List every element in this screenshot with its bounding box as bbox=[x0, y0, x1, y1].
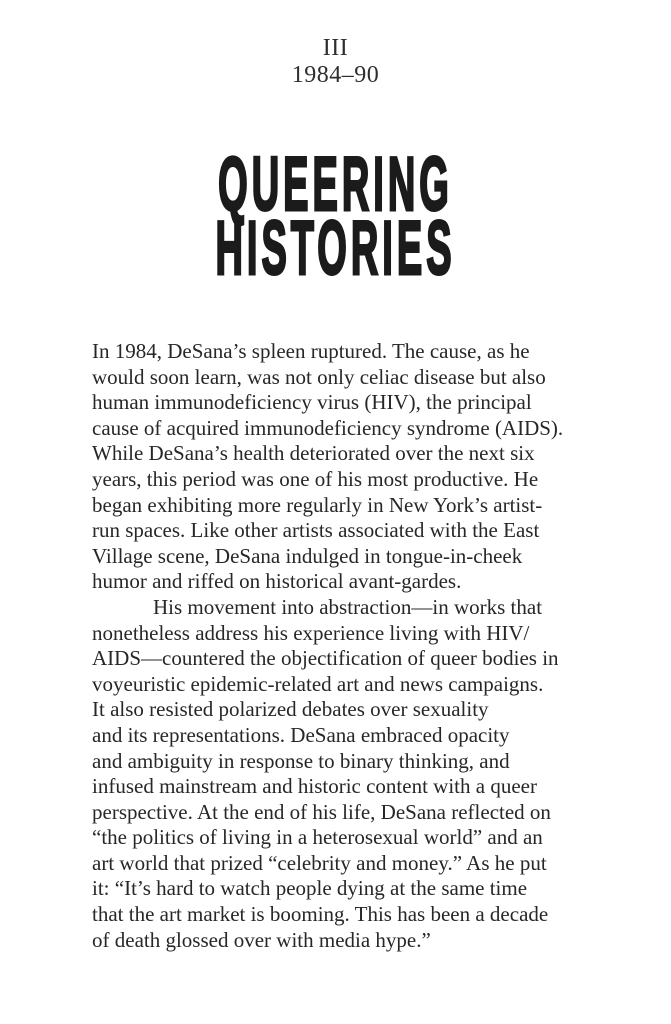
body-line: infused mainstream and historic content with a queer bbox=[92, 774, 537, 799]
body-line: and ambiguity in response to binary thinking, and bbox=[92, 748, 510, 773]
body-line: voyeuristic epidemic-related art and news campaigns. bbox=[92, 671, 544, 696]
body-line: perspective. At the end of his life, DeSana reflected on bbox=[92, 799, 551, 824]
body-line: cause of acquired immunodeficiency syndrome (AIDS). bbox=[92, 415, 564, 440]
body-line: It also resisted polarized debates over sexuality bbox=[92, 697, 489, 722]
body-line: years, this period was one of his most productive. He bbox=[92, 466, 539, 491]
body-line: “the politics of living in a heterosexual world” and an bbox=[92, 825, 543, 850]
body-line: nonetheless address his experience living with HIV/ bbox=[92, 620, 530, 645]
body-line: In 1984, DeSana’s spleen ruptured. The cause, as he bbox=[92, 339, 530, 363]
chapter-years: 1984–90 bbox=[291, 62, 380, 88]
body-line: it: “It’s hard to watch people dying at the same time bbox=[92, 876, 528, 901]
chapter-title-line-1: QUEERING bbox=[218, 142, 453, 227]
body-line: While DeSana’s health deteriorated over the next six bbox=[92, 441, 535, 466]
chapter-title bbox=[0, 142, 671, 291]
body-line: began exhibiting more regularly in New York’s artist- bbox=[92, 492, 543, 517]
chapter-header bbox=[0, 0, 671, 89]
body-line: humor and riffed on historical avant-gardes. bbox=[92, 569, 462, 594]
body-line: His movement into abstraction—in works that bbox=[153, 594, 543, 619]
chapter-title-line-2: HISTORIES bbox=[215, 206, 456, 291]
body-line: human immunodeficiency virus (HIV), the principal bbox=[92, 390, 532, 415]
body-line: would soon learn, was not only celiac disease but also bbox=[92, 364, 546, 389]
chapter-numeral: III bbox=[322, 35, 349, 61]
body-text bbox=[92, 339, 586, 953]
body-line: that the art market is booming. This has been a decade bbox=[92, 902, 549, 927]
body-line: AIDS—countered the objectification of queer bodies in bbox=[92, 646, 559, 671]
body-line: and its representations. DeSana embraced opacity bbox=[92, 722, 510, 747]
body-line: art world that prized “celebrity and money.” As he put bbox=[92, 850, 547, 875]
body-line: Village scene, DeSana indulged in tongue-in-cheek bbox=[92, 543, 523, 568]
body-line: of death glossed over with media hype.” bbox=[92, 927, 431, 952]
body-line: run spaces. Like other artists associated with the East bbox=[92, 518, 540, 543]
